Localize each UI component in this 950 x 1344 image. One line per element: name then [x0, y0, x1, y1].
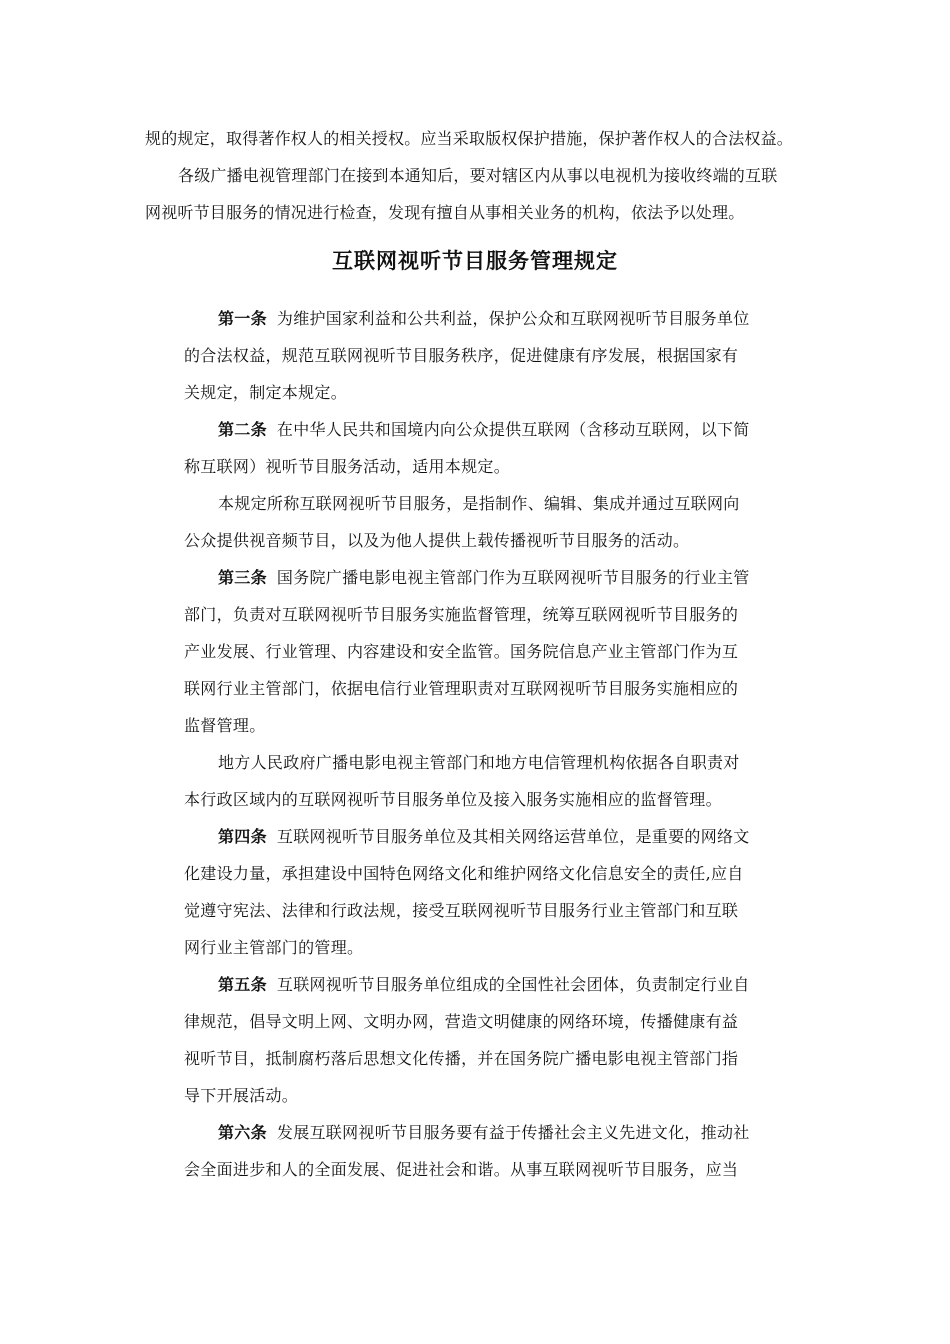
article-6-label: 第六条: [218, 1123, 267, 1142]
article-4-line-3: 觉遵守宪法、法律和行政法规，接受互联网视听节目服务行业主管部门和互联: [184, 901, 739, 920]
article-1-line-2: 的合法权益，规范互联网视听节目服务秩序，促进健康有序发展，根据国家有: [184, 346, 739, 365]
article-3-label: 第三条: [218, 568, 267, 587]
article-3-para-2-line-2: 本行政区域内的互联网视听节目服务单位及接入服务实施相应的监督管理。: [184, 790, 722, 809]
article-1-text: 为维护国家利益和公共利益，保护公众和互联网视听节目服务单位: [276, 309, 750, 328]
article-3-text: 国务院广播电影电视主管部门作为互联网视听节目服务的行业主管: [276, 568, 750, 587]
article-2-line-1: [184, 411, 774, 448]
article-4-line-1: [184, 818, 774, 855]
article-3-line-3: 产业发展、行业管理、内容建设和安全监管。国务院信息产业主管部门作为互: [184, 642, 739, 661]
article-6-line-1: [184, 1114, 774, 1151]
article-5-line-4: 导下开展活动。: [184, 1086, 299, 1105]
article-2-para-2-line-1: 本规定所称互联网视听节目服务，是指制作、编辑、集成并通过互联网向: [218, 494, 740, 513]
article-3-line-2: 部门，负责对互联网视听节目服务实施监督管理，统筹互联网视听节目服务的: [184, 605, 739, 624]
article-1-line-1: [184, 300, 774, 337]
article-3-para-2-line-1: 地方人民政府广播电影电视主管部门和地方电信管理机构依据各自职责对: [218, 753, 740, 772]
article-4-label: 第四条: [218, 827, 267, 846]
article-5-text: 互联网视听节目服务单位组成的全国性社会团体，负责制定行业自: [276, 975, 750, 994]
article-5-line-2: 律规范，倡导文明上网、文明办网，营造文明健康的网络环境，传播健康有益: [184, 1012, 739, 1031]
article-3-line-1: [184, 559, 774, 596]
article-2-para-2-line-2: 公众提供视音频节目，以及为他人提供上载传播视听节目服务的活动。: [184, 531, 690, 550]
article-1-label: 第一条: [218, 309, 267, 328]
document-title: 互联网视听节目服务管理规定: [332, 249, 618, 273]
article-4-text: 互联网视听节目服务单位及其相关网络运营单位，是重要的网络文: [276, 827, 750, 846]
article-3-line-4: 联网行业主管部门，依据电信行业管理职责对互联网视听节目服务实施相应的: [184, 679, 739, 698]
article-3-line-5: 监督管理。: [184, 716, 266, 735]
article-5-label: 第五条: [218, 975, 267, 994]
article-5-line-1: [184, 966, 774, 1003]
article-1-line-3: 关规定，制定本规定。: [184, 383, 348, 402]
article-2-line-2: 称互联网）视听节目服务活动，适用本规定。: [184, 457, 511, 476]
lead-line-3: 网视听节目服务的情况进行检查，发现有擅自从事相关业务的机构，依法予以处理。: [145, 203, 745, 222]
article-2-label: 第二条: [218, 420, 267, 439]
article-5-line-3: 视听节目，抵制腐朽落后思想文化传播，并在国务院广播电影电视主管部门指: [184, 1049, 739, 1068]
lead-line-1: 规的规定，取得著作权人的相关授权。应当采取版权保护措施，保护著作权人的合法权益。: [145, 129, 794, 148]
article-4-line-4: 网行业主管部门的管理。: [184, 938, 364, 957]
article-6-line-2: 会全面进步和人的全面发展、促进社会和谐。从事互联网视听节目服务，应当: [184, 1160, 739, 1179]
article-6-text: 发展互联网视听节目服务要有益于传播社会主义先进文化，推动社: [276, 1123, 750, 1142]
article-2-text: 在中华人民共和国境内向公众提供互联网（含移动互联网，以下简: [276, 420, 750, 439]
article-4-line-2: 化建设力量，承担建设中国特色网络文化和维护网络文化信息安全的责任,应自: [184, 864, 744, 883]
lead-paragraphs: [145, 120, 810, 231]
lead-line-2: 各级广播电视管理部门在接到本通知后，要对辖区内从事以电视机为接收终端的互联: [178, 166, 778, 185]
regulation-body: [184, 300, 774, 1188]
